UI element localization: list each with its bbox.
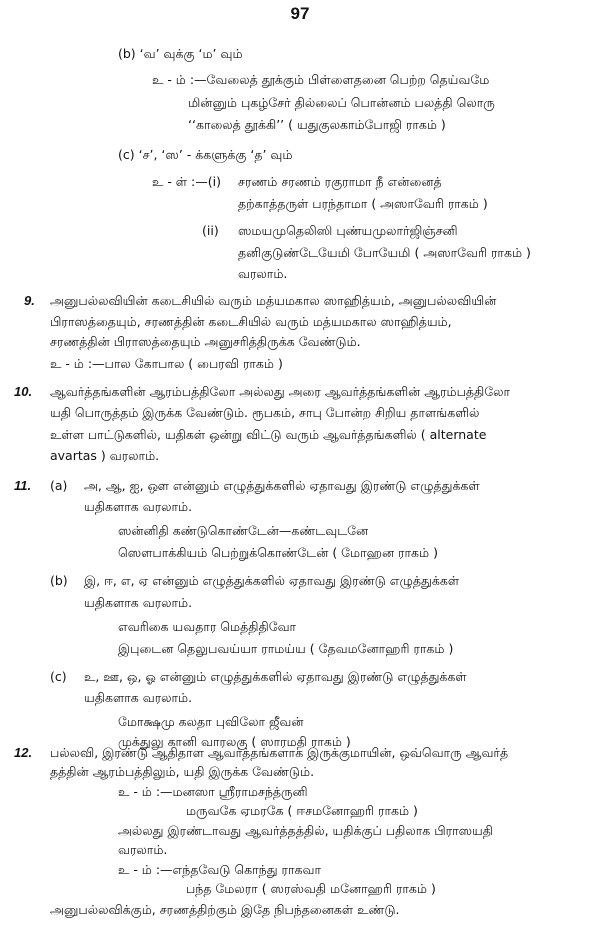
item-number: 9. [24, 293, 35, 308]
example-line: மோக்ஷமு கலதா புவிலோ ஜீவன் [118, 713, 304, 729]
paragraph-line: யதிகளாக வரலாம். [84, 595, 193, 610]
example-line: பந்த மேலரா ( ஸரஸ்வதி மனோஹரி ராகம் ) [186, 881, 436, 896]
example-line: சரணம் சரணம் ரகுராமா நீ என்னைத் [238, 174, 442, 189]
example-line: உ - ம் :—மனஸா ஸ்ரீராமசந்த்ருனி [118, 784, 308, 799]
sub-item-label: (c) [50, 669, 67, 684]
example-line: முக்துலு கானி வாரலகு ( ஸாரமதி ராகம் ) [118, 734, 351, 750]
paragraph-line: யதி பொருத்தம் இருக்க வேண்டும். ரூபகம், சாபு போன்ற சிறிய தாளங்களில் [50, 405, 480, 420]
item-number: 10. [14, 384, 33, 399]
paragraph-line: சரணத்தின் பிராஸத்தையும் அனுசரித்திருக்க வேண்டும். [50, 334, 361, 349]
example-line: மருவகே ஏமரகே ( ஈசமனோஹரி ராகம் ) [186, 803, 418, 818]
sub-item-label: (b) [50, 573, 68, 588]
example-line: எவரிகை யவதார மெத்திதிவோ [118, 619, 297, 634]
page-number: 97 [290, 4, 310, 23]
paragraph-line: ஆவர்த்தங்களின் ஆரம்பத்திலோ அல்லது அரை ஆவர்த்தங்களின் ஆரம்பத்திலோ [50, 384, 511, 399]
paragraph-line: தத்தின் ஆரம்பத்திலும், யதி இருக்க வேண்டும். [50, 764, 315, 779]
section-c-heading: (c) ‘ச’, ‘ஸ’ - க்களுக்கு ‘த’ வும் [118, 147, 293, 162]
example-line: ‘‘காலைத் தூக்கி’’ ( யதுகுலகாம்போஜி ராகம் ) [188, 117, 446, 132]
example-line: மின்னும் புகழ்சேர் தில்லைப் பொன்னம் பலத்தி லொரு [188, 95, 495, 110]
paragraph-line: அல்லது இரண்டாவது ஆவர்த்தத்தில், யதிக்குப் பதிலாக பிராஸயதி [118, 823, 493, 838]
example-label: (ii) [202, 223, 219, 238]
paragraph-line: அ, ஆ, ஐ, ஔ என்னும் எழுத்துக்களில் ஏதாவது இரண்டு எழுத்துக்கள் [84, 478, 480, 493]
paragraph-line: இ, ஈ, எ, ஏ என்னும் எழுத்துக்களில் ஏதாவது இரண்டு எழுத்துக்கள் [84, 573, 460, 588]
example-line: ஸௌபாக்கியம் பெற்றுக்கொண்டேன் ( மோஹன ராகம் ) [118, 545, 438, 560]
paragraph-line: பல்லவி, இரண்டு ஆதிதாள ஆவர்த்தங்களாக இருக்குமாயின், ஒவ்வொரு ஆவர்த் [50, 745, 509, 760]
paragraph-line: யதிகளாக வரலாம். [84, 690, 193, 705]
section-b-heading: (b) ‘வ’ வுக்கு ‘ம’ வும் [118, 46, 243, 61]
example-line: உ - ம் :—பால கோபால ( பைரவி ராகம் ) [50, 356, 283, 371]
example-line: ஸமயமுதெலிஸி புண்யமுலார்ஜிஞ்சனி [238, 223, 458, 238]
example-line: உ - ம் :—வேலைத் தூக்கும் பிள்ளைதனை பெற்ற தெய்வமே [152, 72, 490, 87]
example-line: தனிகுடுண்டேயேமி போயேமி ( அஸாவேரி ராகம் ) [238, 245, 531, 260]
item-number: 11. [14, 478, 32, 493]
paragraph-line: அனுபல்லவியின் கடைசியில் வரும் மத்யமகால ஸாஹித்யம், அனுபல்லவியின் [50, 293, 497, 308]
example-line: இபுடைன தெலுபவய்யா ராமய்ய ( தேவமனோஹரி ராகம் ) [118, 641, 454, 656]
closing-line: அனுபல்லவிக்கும், சரணத்திற்கும் இதே நிபந்தனைகள் உண்டு. [50, 902, 400, 917]
paragraph-line: யதிகளாக வரலாம். [84, 499, 193, 514]
sub-item-label: (a) [50, 478, 68, 493]
example-line: வரலாம். [238, 266, 288, 281]
paragraph-line: avartas ) வரலாம். [50, 448, 160, 463]
example-line: ஸன்னிதி கண்டுகொண்டேன்—கண்டவுடனே [118, 523, 369, 538]
paragraph-line: பிராஸத்தையும், சரணத்தின் கடைசியில் வரும் மத்யமகால ஸாஹித்யம், [50, 314, 452, 329]
item-number: 12. [14, 745, 33, 760]
paragraph-line: உள்ள பாட்டுகளில், யதிகள் ஒன்று விட்டு வரும் ஆவர்த்தங்களில் ( alternate [50, 427, 487, 442]
example-line: உ - ம் :—எந்தவேடு கொந்து ராகவா [118, 862, 321, 877]
example-line: தற்காத்தருள் பரந்தாமா ( அஸாவேரி ராகம் ) [238, 196, 488, 211]
example-label: உ - ள் :—(i) [152, 174, 221, 189]
paragraph-line: உ, ஊ, ஒ, ஓ என்னும் எழுத்துக்களில் ஏதாவது இரண்டு எழுத்துக்கள் [84, 669, 467, 684]
paragraph-line: வரலாம். [118, 842, 168, 857]
